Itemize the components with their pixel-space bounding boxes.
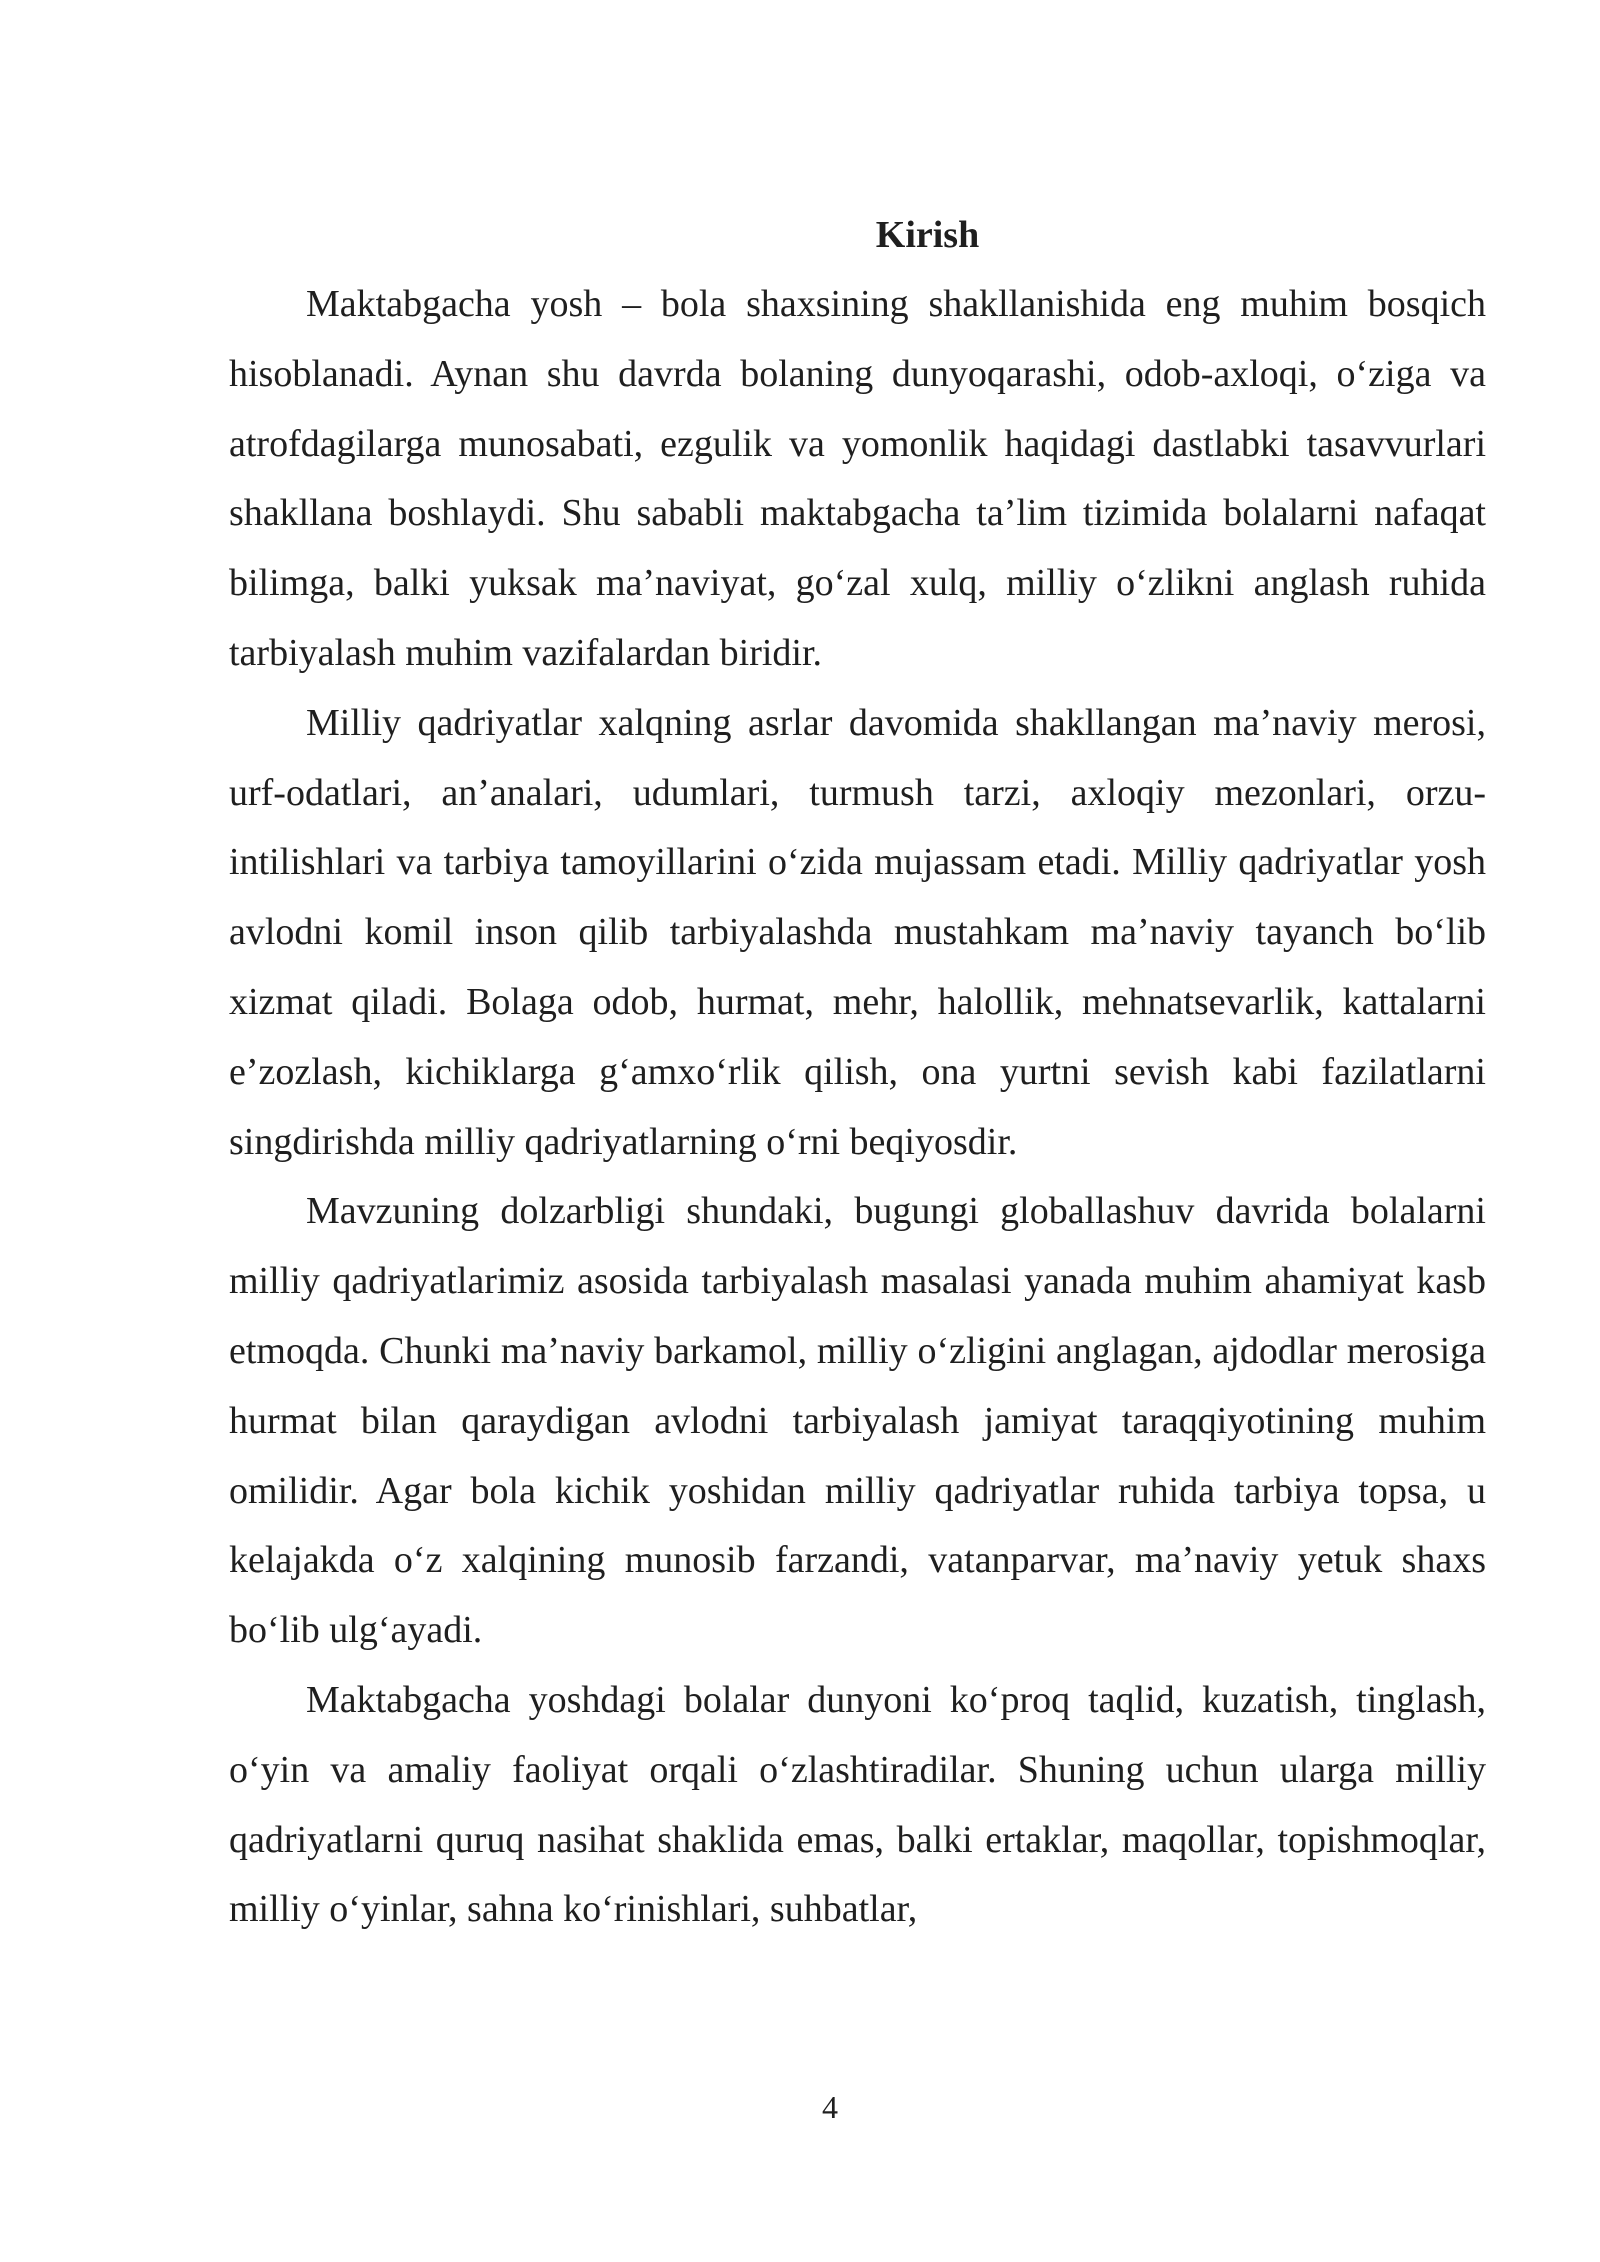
paragraph-2: Milliy qadriyatlar xalqning asrlar davomida shakllangan ma’naviy merosi, urf-odatlari, an’analari, udumlari, turmush tarzi, axloqiy mezonlari, orzu-intilishlari va tarbiya tamoyillarini o‘zida mujassam etadi. Milliy qadriyatlar yosh avlodni komil inson qilib tarbiyalashda mustahkam ma’naviy tayanch bo‘lib xizmat qiladi. Bolaga odob, hurmat, mehr, halollik, mehnatsevarlik, kattalarni e’zozlash, kichiklarga g‘amxo‘rlik qilish, ona yurtni sevish kabi fazilatlarni singdirishda milliy qadriyatlarning o‘rni beqiyosdir. xyxy=(229,701,1486,1163)
page-content xyxy=(229,200,1486,1945)
paragraph-4: Maktabgacha yoshdagi bolalar dunyoni ko‘proq taqlid, kuzatish, tinglash, o‘yin va amaliy faoliyat orqali o‘zlashtiradilar. Shuning uchun ularga milliy qadriyatlarni quruq nasihat shaklida emas, balki ertaklar, maqollar, topishmoqlar, milliy o‘yinlar, sahna ko‘rinishlari, suhbatlar, xyxy=(229,1678,1486,1931)
paragraph-1: Maktabgacha yosh – bola shaxsining shakllanishida eng muhim bosqich hisoblanadi. Aynan shu davrda bolaning dunyoqarashi, odob-axloqi, o‘ziga va atrofdagilarga munosabati, ezgulik va yomonlik haqidagi dastlabki tasavvurlari shakllana boshlaydi. Shu sababli maktabgacha ta’lim tizimida bolalarni nafaqat bilimga, balki yuksak ma’naviyat, go‘zal xulq, milliy o‘zlikni anglash ruhida tarbiyalash muhim vazifalardan biridir. xyxy=(229,283,1486,674)
page-number: 4 xyxy=(822,2089,838,2125)
paragraph-3: Mavzuning dolzarbligi shundaki, bugungi globallashuv davrida bolalarni milliy qadriyatlarimiz asosida tarbiyalash masalasi yanada muhim ahamiyat kasb etmoqda. Chunki ma’naviy barkamol, milliy o‘zligini anglagan, ajdodlar merosiga hurmat bilan qaraydigan avlodni tarbiyalash jamiyat taraqqiyotining muhim omilidir. Agar bola kichik yoshidan milliy qadriyatlar ruhida tarbiya topsa, u kelajakda o‘z xalqining munosib farzandi, vatanparvar, ma’naviy yetuk shaxs bo‘lib ulg‘ayadi. xyxy=(229,1190,1486,1652)
section-title: Kirish xyxy=(875,214,980,256)
